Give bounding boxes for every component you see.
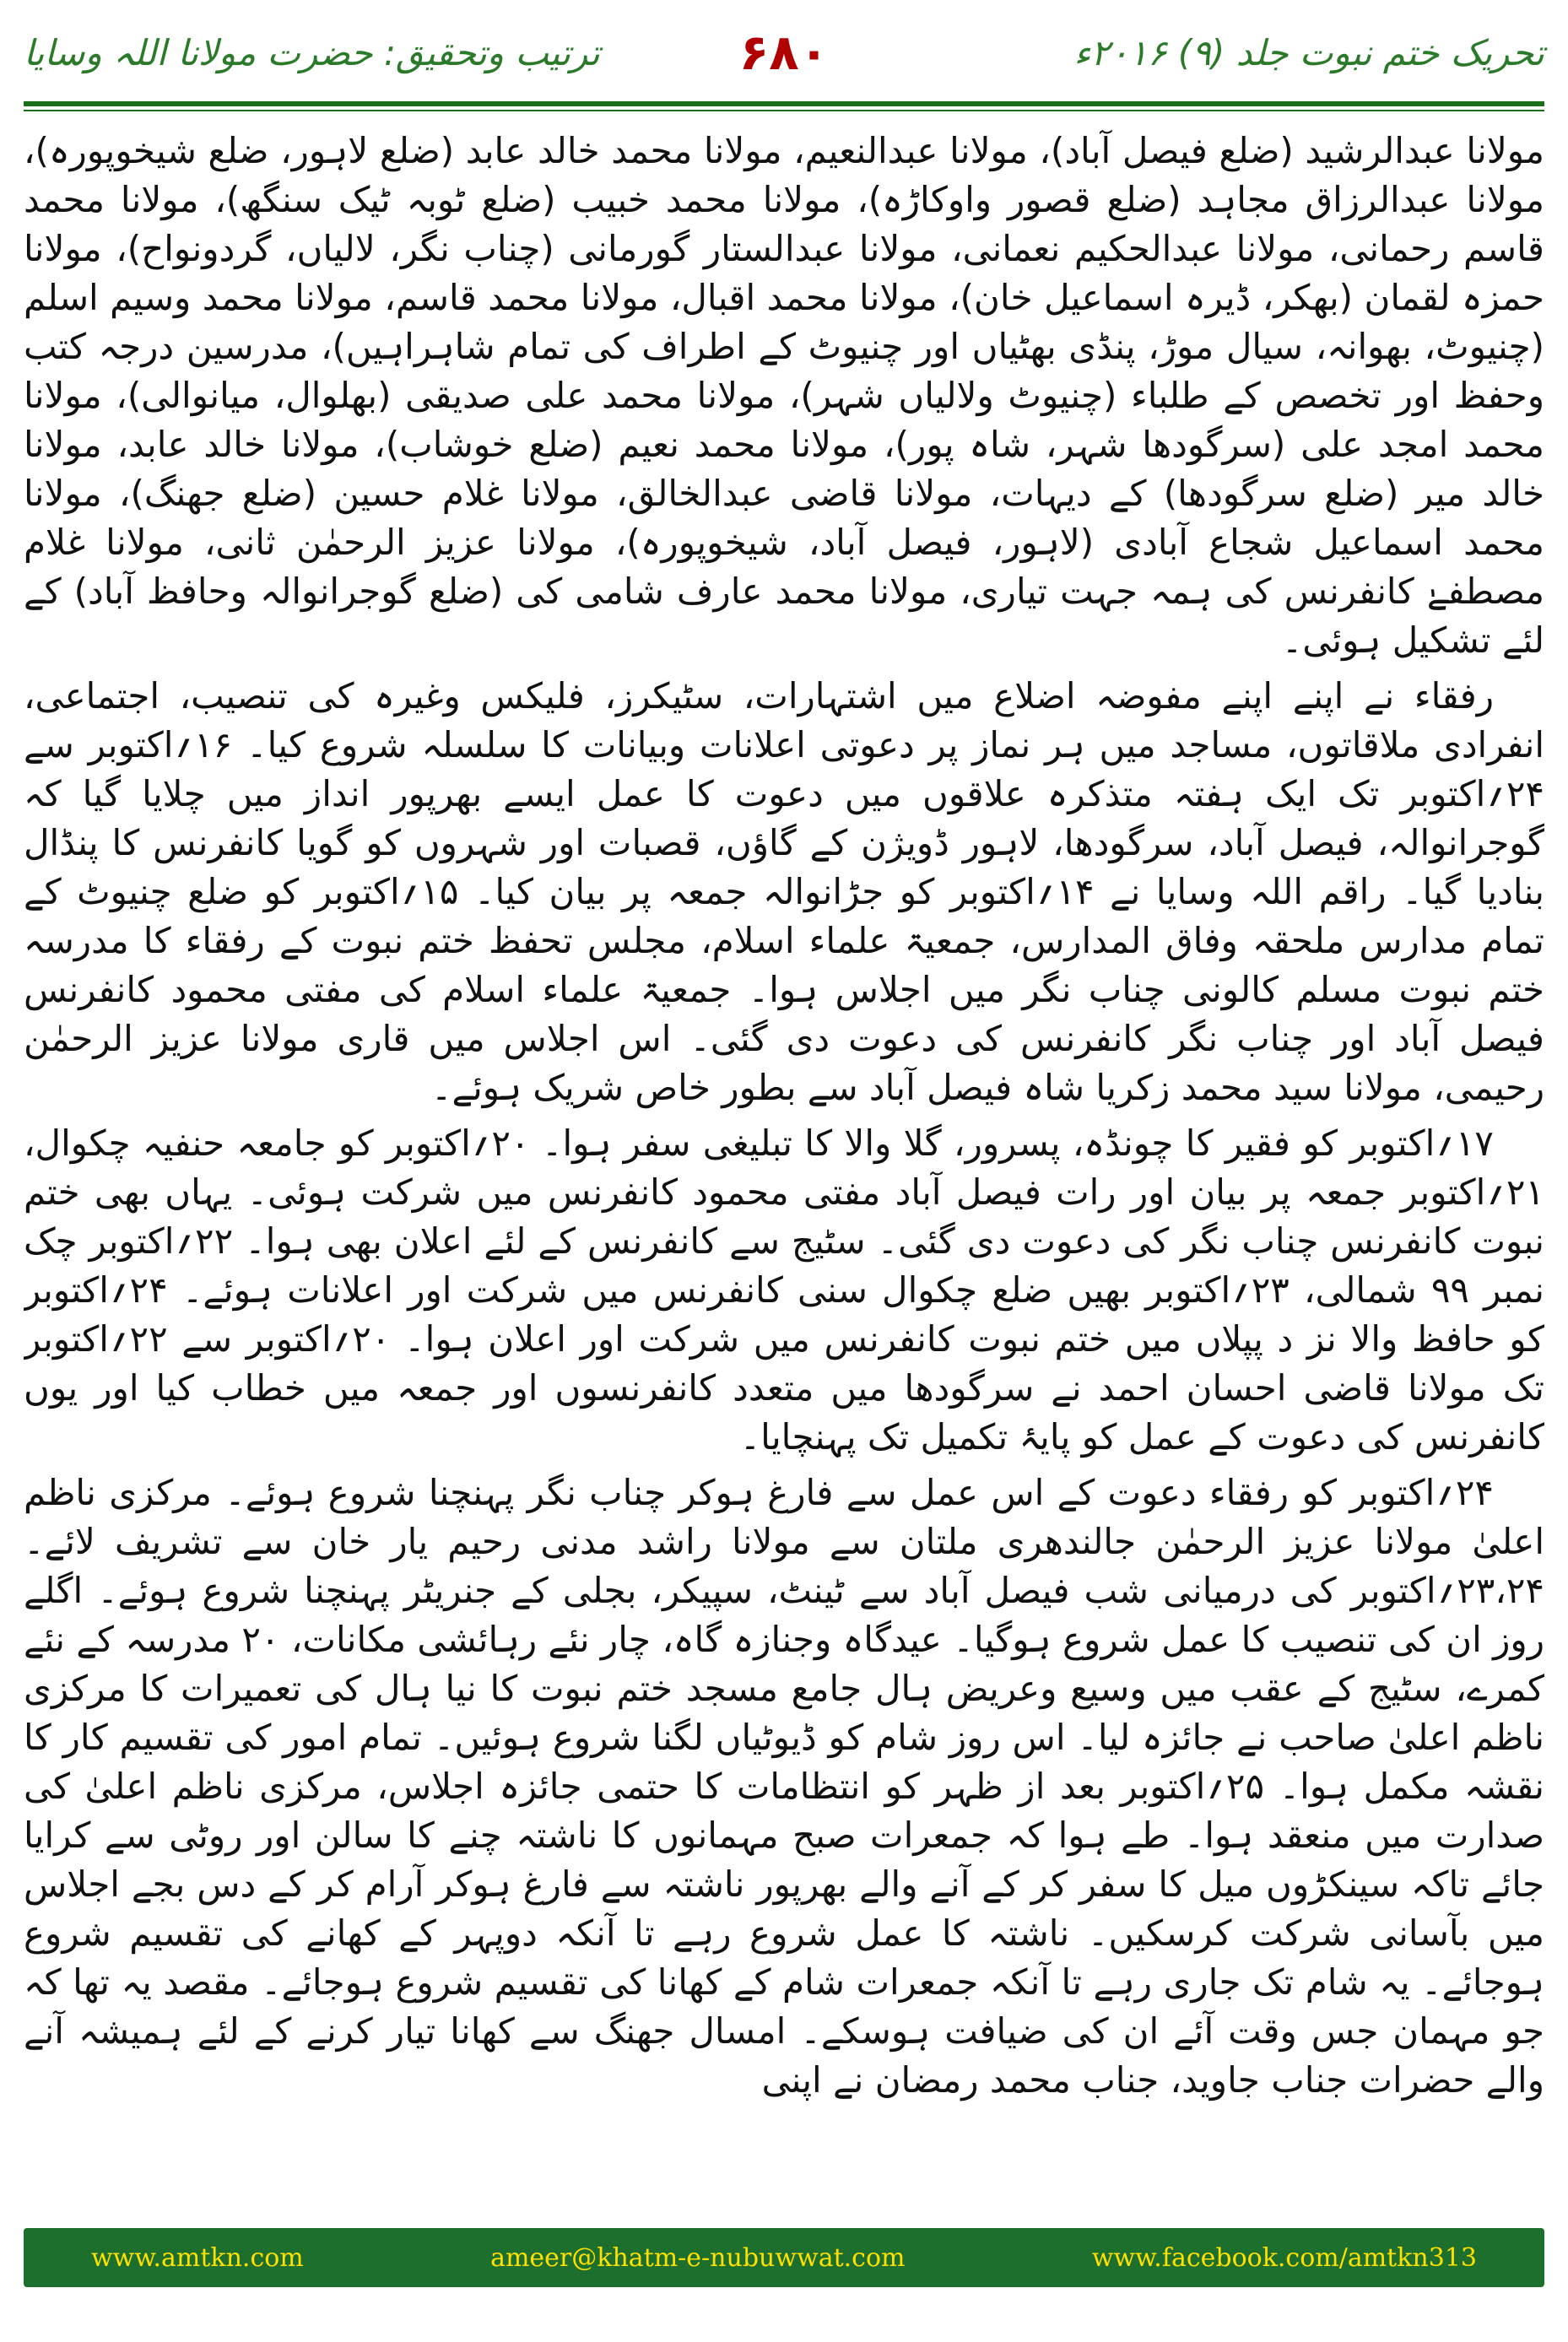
paragraph: رفقاء نے اپنے اپنے مفوضہ اضلاع میں اشتہارات، سٹیکرز، فلیکس وغیرہ کی تنصیب، اجتماعی، انفرادی ملاقاتوں، مساجد میں ہر نماز پر دعوتی اعلانات وبیانات کا سلسلہ شروع کیا۔ ۱۶؍اکتوبر سے ۲۴؍اکتوبر تک ایک ہفتہ متذکرہ علاقوں میں دعوت کا عمل ایسے بھرپور انداز میں چلایا گیا کہ گوجرانوالہ، فیصل آباد، سرگودھا، لاہور ڈویژن کے گاؤں، قصبات اور شہروں کو گویا کانفرنس کا پنڈال بنادیا گیا۔ راقم اللہ وسایا نے ۱۴؍اکتوبر کو جڑانوالہ جمعہ پر بیان کیا۔ ۱۵؍اکتوبر کو ضلع چنیوٹ کے تمام مدارس ملحقہ وفاق المدارس، جمعیۃ علماء اسلام، مجلس تحفظ ختم نبوت کے رفقاء کا مدرسہ ختم نبوت مسلم کالونی چناب نگر میں اجلاس ہوا۔ جمعیۃ علماء اسلام کی مفتی محمود کانفرنس فیصل آباد اور چناب نگر کانفرنس کی دعوت دی گئی۔ اس اجلاس میں قاری مولانا عزیز الرحمٰن رحیمی، مولانا سید محمد زکریا شاہ فیصل آباد سے بطور خاص شریک ہوئے۔	[24, 675, 1544, 1108]
facebook-link[interactable]: www.facebook.com/amtkn313	[1091, 2242, 1477, 2273]
paragraph: ۲۴؍اکتوبر کو رفقاء دعوت کے اس عمل سے فارغ ہوکر چناب نگر پہنچنا شروع ہوئے۔ مرکزی ناظم اعلیٰ مولانا عزیز الرحمٰن جالندھری ملتان سے مولانا راشد مدنی رحیم یار خان سے تشریف لائے۔ ۲۳،۲۴؍اکتوبر کی درمیانی شب فیصل آباد سے ٹینٹ، سپیکر، بجلی کے جنریٹر پہنچنا شروع ہوئے۔ اگلے روز ان کی تنصیب کا عمل شروع ہوگیا۔ عیدگاہ وجنازہ گاہ، چار نئے رہائشی مکانات، ۲۰ مدرسہ کے نئے کمرے، سٹیج کے عقب میں وسیع وعریض ہال جامع مسجد ختم نبوت کا نیا ہال کی تعمیرات کا مرکزی ناظم اعلیٰ صاحب نے جائزہ لیا۔ اس روز شام کو ڈیوٹیاں لگنا شروع ہوئیں۔ تمام امور کی تقسیم کار کا نقشہ مکمل ہوا۔ ۲۵؍اکتوبر بعد از ظہر کو انتظامات کا حتمی جائزہ اجلاس، مرکزی ناظم اعلیٰ کی صدارت میں منعقد ہوا۔ طے ہوا کہ جمعرات صبح مہمانوں کا ناشتہ چنے کا سالن اور روٹی سے کرایا جائے تاکہ سینکڑوں میل کا سفر کر کے آنے والے بھرپور ناشتہ سے فارغ ہوکر آرام کر کے دس بجے اجلاس میں بآسانی شرکت کرسکیں۔ ناشتہ کا عمل شروع رہے تا آنکہ دوپہر کے کھانے کی تقسیم شروع ہوجائے۔ یہ شام تک جاری رہے تا آنکہ جمعرات شام کے کھانا کی تقسیم شروع ہوجائے۔ مقصد یہ تھا کہ جو مہمان جس وقت آئے ان کی ضیافت ہوسکے۔ امسال جھنگ سے کھانا تیار کرنے کے لئے ہمیشہ آنے والے حضرات جناب جاوید، جناب محمد رمضان نے اپنی	[24, 1472, 1544, 2101]
page-header	[24, 24, 1544, 91]
paragraph: مولانا عبدالرشید (ضلع فیصل آباد)، مولانا عبدالنعیم، مولانا محمد خالد عابد (ضلع لاہور، ضلع شیخوپورہ)، مولانا عبدالرزاق مجاہد (ضلع قصور واوکاڑہ)، مولانا محمد خبیب (ضلع ٹوبہ ٹیک سنگھ)، مولانا محمد قاسم رحمانی، مولانا عبدالحکیم نعمانی، مولانا عبدالستار گورمانی (چناب نگر، لالیاں، گردونواح)، مولانا حمزہ لقمان (بھکر، ڈیرہ اسماعیل خان)، مولانا محمد اقبال، مولانا محمد قاسم، مولانا محمد وسیم اسلم (چنیوٹ، بھوانہ، سیال موڑ، پنڈی بھٹیاں اور چنیوٹ کے اطراف کی تمام شاہراہیں)، مدرسین درجہ کتب وحفظ اور تخصص کے طلباء (چنیوٹ ولالیاں شہر)، مولانا محمد علی صدیقی (بھلوال، میانوالی)، مولانا محمد امجد علی (سرگودھا شہر، شاہ پور)، مولانا محمد نعیم (ضلع خوشاب)، مولانا خالد عابد، مولانا خالد میر (ضلع سرگودھا) کے دیہات، مولانا قاضی عبدالخالق، مولانا غلام حسین (ضلع جھنگ)، مولانا محمد اسماعیل شجاع آبادی (لاہور، فیصل آباد، شیخوپورہ)، مولانا عزیز الرحمٰن ثانی، مولانا غلام مصطفےٰ کانفرنس کی ہمہ جہت تیاری، مولانا محمد عارف شامی کی (ضلع گوجرانوالہ وحافظ آباد) کے لئے تشکیل ہوئی۔	[24, 130, 1544, 661]
email-link[interactable]: ameer@khatm-e-nubuwwat.com	[490, 2242, 906, 2273]
header-divider	[24, 101, 1544, 106]
book-title: تحریک ختم نبوت جلد (۹) ۲۰۱۶ء	[1073, 32, 1544, 73]
compiler-credit: ترتیب وتحقیق: حضرت مولانا اللہ وسایا	[24, 32, 600, 73]
paragraph: ۱۷؍اکتوبر کو فقیر کا چونڈہ، پسرور، گلا والا کا تبلیغی سفر ہوا۔ ۲۰؍اکتوبر کو جامعہ حنفیہ چکوال، ۲۱؍اکتوبر جمعہ پر بیان اور رات فیصل آباد مفتی محمود کانفرنس میں شرکت ہوئی۔ یہاں بھی ختم نبوت کانفرنس چناب نگر کی دعوت دی گئی۔ سٹیج سے کانفرنس کے لئے اعلان بھی ہوا۔ ۲۲؍اکتوبر چک نمبر ۹۹ شمالی، ۲۳؍اکتوبر بھیں ضلع چکوال سنی کانفرنس میں شرکت اور اعلانات ہوئے۔ ۲۴؍اکتوبر کو حافظ والا نز د پپلاں میں ختم نبوت کانفرنس میں شرکت اور اعلان ہوا۔ ۲۰؍اکتوبر سے ۲۲؍اکتوبر تک مولانا قاضی احسان احمد نے سرگودھا میں متعدد کانفرنسوں اور جمعہ میں خطاب کیا اور یوں کانفرنس کی دعوت کے عمل کو پایۂ تکمیل تک پہنچایا۔	[24, 1122, 1544, 1458]
page-footer	[24, 2228, 1544, 2287]
header-divider-thin	[24, 110, 1544, 111]
website-link[interactable]: www.amtkn.com	[91, 2242, 304, 2273]
body-text	[24, 127, 1544, 2211]
page-number: ۶۸۰	[738, 24, 830, 81]
